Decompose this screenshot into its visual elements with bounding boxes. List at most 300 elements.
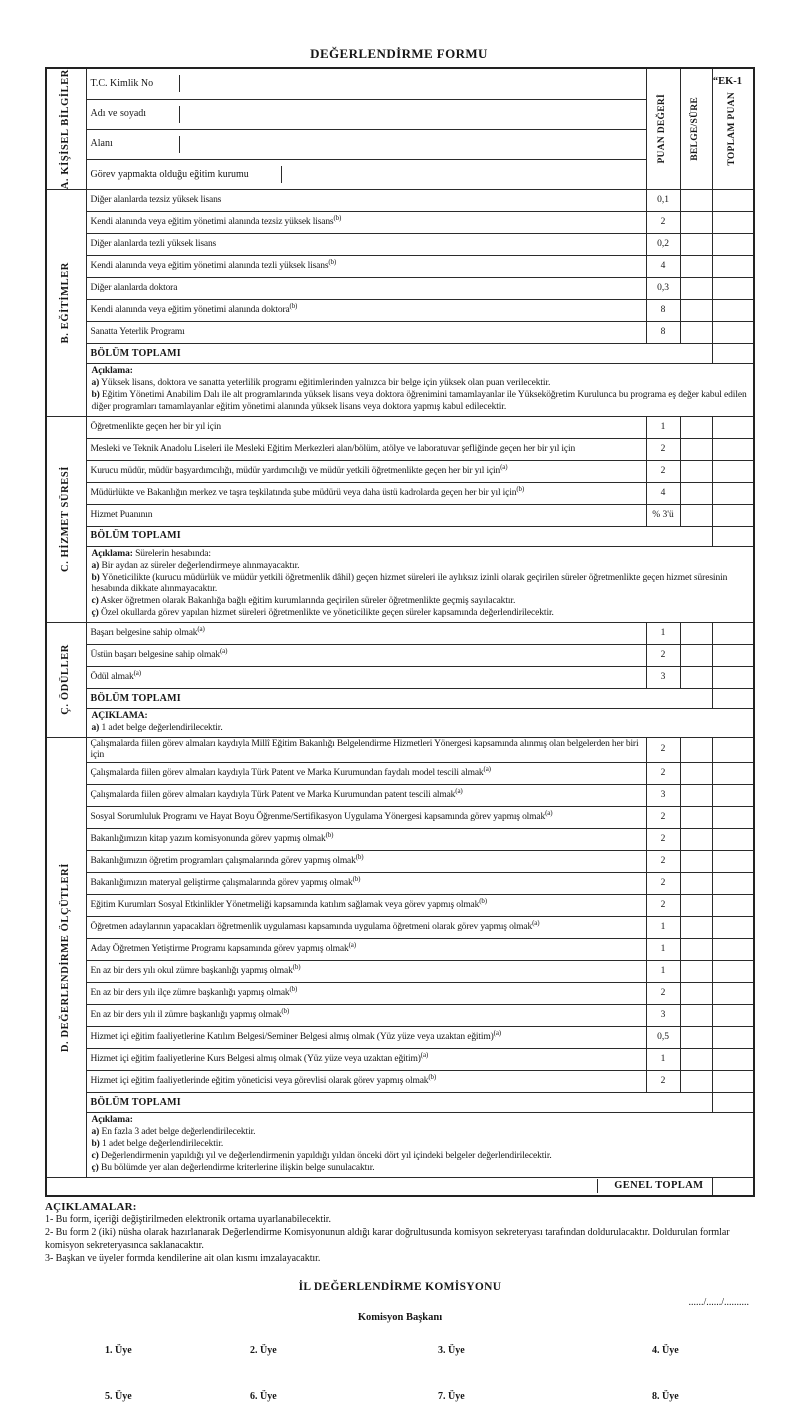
genel-toplam-label: GENEL TOPLAM <box>597 1179 711 1193</box>
bolum-toplami-label: BÖLÜM TOPLAMI <box>86 344 712 364</box>
toplam-puan-cell-empty <box>712 438 754 460</box>
footnote-marker: (a) <box>455 786 463 795</box>
footnote-marker: (b) <box>355 852 364 861</box>
criteria-row <box>46 917 754 939</box>
aciklama-line-text: En fazla 3 adet belge değerlendirilecektir. <box>101 1127 256 1138</box>
puan-degeri-cell: 1 <box>646 416 680 438</box>
criteria-row <box>46 234 754 256</box>
aciklama-line-text: Değerlendirmenin yapıldığı yıl ve değerlendirmenin yapıldığı yıldan önceki dört yıl içindeki belgeler değerlendirilecektir. <box>100 1150 552 1161</box>
belge-sure-cell-empty <box>680 1049 712 1071</box>
belge-sure-cell-empty <box>680 322 712 344</box>
criterion-text <box>86 983 646 1005</box>
criterion-text-span: Hizmet içi eğitim faaliyetlerine Katılım Belgesi/Seminer Belgesi almış olmak (Yüz yüze veya uzaktan eğitim) <box>90 1032 494 1043</box>
criterion-text <box>86 460 646 482</box>
footnote-marker: (b) <box>289 301 298 310</box>
toplam-puan-cell-empty <box>712 460 754 482</box>
aciklama-line-text: Yöneticilikte (kurucu müdürlük ve müdür yetkili öğretmenlik dâhil) geçen hizmet süreleri ile aylıksız izinli olarak geçirilen süreler öğretmenlikte geçen hizmet süresinin hesabında dikkate alınmayacaktır. <box>91 572 728 595</box>
aciklama-line <box>92 561 749 573</box>
criterion-text-span: Bakanlığımızın öğretim programları çalışmalarında görev yapmış olmak <box>90 856 356 867</box>
belge-sure-cell-empty <box>680 1005 712 1027</box>
criterion-text <box>86 234 646 256</box>
section-label-a-text: A. KİŞİSEL BİLGİLER <box>60 69 72 190</box>
aciklama-line-prefix: a) <box>91 722 100 733</box>
section-label <box>46 416 86 622</box>
toplam-puan-cell-empty <box>712 1071 754 1093</box>
aciklama-title-rest: Sürelerin hesabında: <box>135 548 211 559</box>
toplam-puan-cell-empty <box>712 190 754 212</box>
attachment-number-note: “EK-1 <box>712 76 742 87</box>
puan-degeri-cell: 2 <box>646 851 680 873</box>
criterion-text-span: Diğer alanlarda tezsiz yüksek lisans <box>90 195 222 206</box>
aciklama-heading <box>92 549 749 561</box>
criterion-text <box>86 482 646 504</box>
toplam-puan-cell-empty <box>712 256 754 278</box>
criteria-row <box>46 416 754 438</box>
aciklama-row <box>46 364 754 417</box>
criterion-text <box>86 190 646 212</box>
belge-sure-cell-empty <box>680 939 712 961</box>
criterion-text <box>86 829 646 851</box>
genel-toplam-row <box>46 1177 754 1196</box>
field-label: T.C. Kimlik No <box>87 75 180 92</box>
aciklama-title: Açıklama: <box>91 548 133 559</box>
member-label: 8. Üye <box>652 1390 679 1402</box>
footnote-marker: (a) <box>500 462 508 471</box>
belge-sure-cell-empty <box>680 895 712 917</box>
criterion-text-span: En az bir ders yılı il zümre başkanlığı yapmış olmak <box>90 1010 282 1021</box>
criteria-row <box>46 873 754 895</box>
belge-sure-cell-empty <box>680 763 712 785</box>
criterion-text-span: Kendi alanında veya eğitim yönetimi alanında tezsiz yüksek lisans <box>90 217 334 228</box>
toplam-puan-cell-empty <box>712 322 754 344</box>
criteria-row <box>46 1071 754 1093</box>
puan-degeri-cell: 2 <box>646 895 680 917</box>
toplam-puan-cell-empty <box>712 623 754 645</box>
aciklamalar-item-3: 3- Başkan ve üyeler formda kendilerine ait olan kısmı imzalayacaktır. <box>45 1252 321 1264</box>
footnote-marker: (b) <box>289 984 298 993</box>
column-header-belge-sure-text: BELGE/SÜRE <box>690 97 701 161</box>
puan-degeri-cell: 0,1 <box>646 190 680 212</box>
footnote-marker: (b) <box>328 257 337 266</box>
toplam-puan-cell-empty <box>712 278 754 300</box>
criterion-text-span: En az bir ders yılı ilçe zümre başkanlığı yapmış olmak <box>90 988 290 999</box>
puan-degeri-cell: 1 <box>646 917 680 939</box>
aciklama-line <box>92 378 749 390</box>
criteria-row <box>46 961 754 983</box>
aciklamalar-title: AÇIKLAMALAR: <box>45 1200 137 1213</box>
footnote-marker: (a) <box>420 1050 429 1059</box>
bolum-toplami-row <box>46 1093 754 1113</box>
criteria-row <box>46 256 754 278</box>
criterion-text-span: Çalışmalarda fiilen görev almaları kaydıyla Türk Patent ve Marka Kurumundan patent tescili almak <box>90 790 456 801</box>
criterion-text <box>86 322 646 344</box>
criterion-text-span: En az bir ders yılı okul zümre başkanlığı yapmış olmak <box>90 966 293 977</box>
column-header-puan-degeri <box>646 68 680 190</box>
aciklama-row <box>46 1113 754 1177</box>
aciklama-line-prefix: ç) <box>91 1162 99 1173</box>
aciklama-line-text: Asker öğretmen olarak Bakanlığa bağlı eğitim kurumlarında geçirilen süreler öğretmenlikte geçmiş sayılacaktır. <box>100 596 516 607</box>
aciklamalar-item-1: 1- Bu form, içeriği değiştirilmeden elektronik ortama uyarlanabilecektir. <box>45 1213 331 1225</box>
criterion-text <box>86 212 646 234</box>
criterion-text-span: Çalışmalarda fiilen görev almaları kaydıyla Türk Patent ve Marka Kurumundan faydalı model tescili almak <box>90 768 484 779</box>
puan-degeri-cell: 2 <box>646 645 680 667</box>
criteria-row <box>46 460 754 482</box>
member-label: 5. Üye <box>105 1390 132 1402</box>
puan-degeri-cell: 3 <box>646 667 680 689</box>
puan-degeri-cell: 1 <box>646 961 680 983</box>
aciklama-line-prefix: a) <box>91 1127 100 1138</box>
criteria-row <box>46 190 754 212</box>
criterion-text-span: Başarı belgesine sahip olmak <box>90 627 198 638</box>
toplam-puan-cell-empty <box>712 829 754 851</box>
criteria-row <box>46 278 754 300</box>
toplam-puan-cell-empty <box>712 895 754 917</box>
criterion-text-span: Sosyal Sorumluluk Programı ve Hayat Boyu Öğrenme/Sertifikasyon Uygulama Yönergesi kapsamında görev yapmış olmak <box>90 812 546 823</box>
criterion-text <box>86 737 646 762</box>
criterion-text <box>86 504 646 526</box>
criteria-row <box>46 645 754 667</box>
puan-degeri-cell: 4 <box>646 256 680 278</box>
puan-degeri-cell: 2 <box>646 737 680 762</box>
criterion-text <box>86 939 646 961</box>
bolum-toplami-value-empty <box>712 526 754 546</box>
belge-sure-cell-empty <box>680 504 712 526</box>
aciklama-heading <box>92 1115 749 1127</box>
aciklama-line-text: 1 adet belge değerlendirilecektir. <box>102 1138 224 1149</box>
toplam-puan-cell-empty <box>712 416 754 438</box>
field-label: Adı ve soyadı <box>87 106 180 123</box>
aciklama-line-text: 1 adet belge değerlendirilecektir. <box>101 722 223 733</box>
toplam-puan-cell-empty <box>712 983 754 1005</box>
personal-info-cell <box>86 129 646 159</box>
criterion-text-span: Ödül almak <box>90 671 134 682</box>
aciklama-line-text: Yüksek lisans, doktora ve sanatta yeterlilik programı eğitimlerinden yalnızca bir belge için yüksek olan puan verilecektir. <box>101 378 551 389</box>
bolum-toplami-label: BÖLÜM TOPLAMI <box>86 689 712 709</box>
member-label: 2. Üye <box>250 1344 277 1356</box>
criterion-text-span: Hizmet içi eğitim faaliyetlerinde eğitim yöneticisi veya görevlisi olarak görev yapmış olmak <box>90 1076 429 1087</box>
criteria-row <box>46 1049 754 1071</box>
puan-degeri-cell: 2 <box>646 873 680 895</box>
footnote-marker: (b) <box>428 1072 437 1081</box>
criterion-text-span: Çalışmalarda fiilen görev almaları kaydıyla Millî Eğitim Bakanlığı Belgelendirme Hizmetleri Yönergesi kapsamında alınmış olan belgelerden her biri için <box>90 738 639 760</box>
footnote-marker: (b) <box>516 484 525 493</box>
criterion-text <box>86 895 646 917</box>
belge-sure-cell-empty <box>680 851 712 873</box>
toplam-puan-cell-empty <box>712 300 754 322</box>
criterion-text <box>86 416 646 438</box>
toplam-puan-cell-empty <box>712 1049 754 1071</box>
section-label-text: C. HİZMET SÜRESİ <box>60 466 72 573</box>
criterion-text-span: Öğretmen adaylarının yapacakları öğretmenlik uygulaması kapsamında uygulama öğretmeni olarak görev yapmış olmak <box>90 922 533 933</box>
aciklama-heading <box>92 711 749 723</box>
footnote-marker: (a) <box>532 918 540 927</box>
date-placeholder: ....../....../.......... <box>688 1296 749 1308</box>
aciklama-line-text: Eğitim Yönetimi Anabilim Dalı ile alt programlarında yüksek lisans veya doktora öğrenimini tamamlayanlar ile Yükseköğretim Kurulunca bu programa eş değer kabul edilen diğer programları tamamlayanlar eğitim yönetimi alanında yüksek lisans veya doktora yapmış kabul edilecektir. <box>91 390 747 412</box>
criterion-text <box>86 256 646 278</box>
bolum-toplami-value-empty <box>712 344 754 364</box>
aciklama-line <box>92 1139 749 1151</box>
aciklama-line <box>92 1163 749 1175</box>
member-label: 3. Üye <box>438 1344 465 1356</box>
criterion-text <box>86 1005 646 1027</box>
bolum-toplami-label: BÖLÜM TOPLAMI <box>86 526 712 546</box>
belge-sure-cell-empty <box>680 645 712 667</box>
commission-chair-label: Komisyon Başkanı <box>357 1311 443 1323</box>
criterion-text <box>86 917 646 939</box>
puan-degeri-cell: 0,3 <box>646 278 680 300</box>
footnote-marker: (b) <box>333 213 342 222</box>
belge-sure-cell-empty <box>680 234 712 256</box>
footnote-marker: (b) <box>479 896 487 905</box>
criteria-row <box>46 300 754 322</box>
member-label: 6. Üye <box>250 1390 277 1402</box>
personal-info-row <box>46 68 754 99</box>
belge-sure-cell-empty <box>680 190 712 212</box>
puan-degeri-cell: 1 <box>646 623 680 645</box>
toplam-puan-cell-empty <box>712 645 754 667</box>
aciklama-line-prefix: b) <box>91 572 100 583</box>
commission-title: İL DEĞERLENDİRME KOMİSYONU <box>298 1280 502 1293</box>
belge-sure-cell-empty <box>680 667 712 689</box>
section-label-text: Ç. ÖDÜLLER <box>60 644 72 716</box>
aciklama-title: Açıklama: <box>91 366 133 377</box>
aciklama-row <box>46 546 754 622</box>
member-label: 1. Üye <box>105 1344 132 1356</box>
aciklama-heading <box>92 366 749 378</box>
criterion-text <box>86 667 646 689</box>
criterion-text-span: Mesleki ve Teknik Anadolu Liseleri ile Mesleki Eğitim Merkezleri alan/bölüm, atölye ve laboratuvar şefliğinde geçen her bir yıl için <box>90 443 576 454</box>
section-label <box>46 190 86 417</box>
column-header-puan-degeri-text: PUAN DEĞERİ <box>657 94 668 164</box>
bolum-toplami-value-empty <box>712 689 754 709</box>
belge-sure-cell-empty <box>680 785 712 807</box>
criterion-text <box>86 645 646 667</box>
criterion-text-span: Eğitim Kurumları Sosyal Etkinlikler Yönetmeliği kapsamında katılım sağlamak veya görev yapmış olmak <box>90 900 480 911</box>
aciklama-line <box>92 723 749 735</box>
criterion-text-span: Kendi alanında veya eğitim yönetimi alanında tezli yüksek lisans <box>90 261 329 272</box>
toplam-puan-cell-empty <box>712 851 754 873</box>
criterion-text <box>86 763 646 785</box>
criteria-row <box>46 322 754 344</box>
genel-toplam-cell <box>46 1177 712 1196</box>
personal-info-cell <box>86 68 646 99</box>
toplam-puan-cell-empty <box>712 1027 754 1049</box>
criterion-text <box>86 851 646 873</box>
criterion-text <box>86 300 646 322</box>
puan-degeri-cell: 2 <box>646 807 680 829</box>
evaluation-form-table <box>45 67 755 1197</box>
criterion-text <box>86 1071 646 1093</box>
criterion-text <box>86 278 646 300</box>
belge-sure-cell-empty <box>680 1027 712 1049</box>
field-label: Alanı <box>87 136 180 153</box>
genel-toplam-value-empty <box>712 1177 754 1196</box>
section-label <box>46 623 86 738</box>
aciklama-line-prefix: c) <box>91 596 99 607</box>
criterion-text-span: Diğer alanlarda tezli yüksek lisans <box>90 239 217 250</box>
member-label: 4. Üye <box>652 1344 679 1356</box>
criteria-row <box>46 763 754 785</box>
puan-degeri-cell: 2 <box>646 1071 680 1093</box>
footnote-marker: (a) <box>493 1028 501 1037</box>
criterion-text-span: Hizmet Puanının <box>90 509 153 520</box>
aciklama-line-prefix: c) <box>91 1150 99 1161</box>
footnote-marker: (a) <box>219 646 228 655</box>
aciklama-line <box>92 596 749 608</box>
form-footer <box>45 1201 755 1405</box>
criterion-text <box>86 1049 646 1071</box>
belge-sure-cell-empty <box>680 278 712 300</box>
footnote-marker: (b) <box>325 830 334 839</box>
footnote-marker: (a) <box>133 668 141 677</box>
criterion-text-span: Müdürlükte ve Bakanlığın merkez ve taşra teşkilatında şube müdürü veya daha üstü kadrolarda geçen her bir yıl için <box>90 487 517 498</box>
belge-sure-cell-empty <box>680 416 712 438</box>
criterion-text-span: Üstün başarı belgesine sahip olmak <box>90 649 220 660</box>
criterion-text-span: Kendi alanında veya eğitim yönetimi alanında doktora <box>90 305 290 316</box>
aciklamalar-item-2: 2- Bu form 2 (iki) nüsha olarak hazırlanarak Değerlendirme Komisyonunun aldığı karar doğrultusunda komisyon sekreteryası tarafından doldurulacaktır. Doldurulan formlar komisyon sekreteryasınca saklanacaktır. <box>45 1226 730 1251</box>
puan-degeri-cell: % 3'ü <box>646 504 680 526</box>
field-label: Görev yapmakta olduğu eğitim kurumu <box>87 166 282 183</box>
puan-degeri-cell: 2 <box>646 829 680 851</box>
puan-degeri-cell: 8 <box>646 322 680 344</box>
aciklama-line-prefix: ç) <box>91 608 99 619</box>
criterion-text-span: Sanatta Yeterlik Programı <box>90 327 185 338</box>
puan-degeri-cell: 3 <box>646 785 680 807</box>
criteria-row <box>46 785 754 807</box>
toplam-puan-cell-empty <box>712 763 754 785</box>
belge-sure-cell-empty <box>680 807 712 829</box>
belge-sure-cell-empty <box>680 829 712 851</box>
criteria-row <box>46 1027 754 1049</box>
aciklama-line-text: Bu bölümde yer alan değerlendirme kriterlerine ilişkin belge sunulacaktır. <box>100 1162 375 1173</box>
criterion-text <box>86 1027 646 1049</box>
aciklama-line <box>92 390 749 414</box>
criteria-row <box>46 851 754 873</box>
footnote-marker: (b) <box>281 1006 290 1015</box>
criterion-text-span: Bakanlığımızın kitap yazım komisyonunda görev yapmış olmak <box>90 834 326 845</box>
criteria-row <box>46 807 754 829</box>
aciklama-title: AÇIKLAMA: <box>91 711 148 721</box>
toplam-puan-cell-empty <box>712 961 754 983</box>
criteria-row <box>46 504 754 526</box>
criteria-row <box>46 667 754 689</box>
aciklama-cell <box>86 364 754 417</box>
member-label: 7. Üye <box>438 1390 465 1402</box>
toplam-puan-cell-empty <box>712 482 754 504</box>
criterion-text-span: Kurucu müdür, müdür başyardımcılığı, müdür yardımcılığı ve müdür yetkili öğretmenlikte geçen her bir yıl için <box>90 465 501 476</box>
criterion-text-span: Aday Öğretmen Yetiştirme Programı kapsamında görev yapmış olmak <box>90 944 349 955</box>
criterion-text <box>86 873 646 895</box>
criterion-text <box>86 438 646 460</box>
criteria-row <box>46 482 754 504</box>
puan-degeri-cell: 0,5 <box>646 1027 680 1049</box>
footnote-marker: (b) <box>352 874 361 883</box>
puan-degeri-cell: 1 <box>646 1049 680 1071</box>
toplam-puan-cell-empty <box>712 737 754 762</box>
toplam-puan-cell-empty <box>712 504 754 526</box>
belge-sure-cell-empty <box>680 482 712 504</box>
footnote-marker: (a) <box>483 764 491 773</box>
toplam-puan-cell-empty <box>712 212 754 234</box>
toplam-puan-cell-empty <box>712 785 754 807</box>
puan-degeri-cell: 1 <box>646 939 680 961</box>
personal-info-cell <box>86 160 646 190</box>
aciklama-cell <box>86 709 754 738</box>
toplam-puan-cell-empty <box>712 1005 754 1027</box>
aciklama-line-text: Bir aydan az süreler değerlendirmeye alınmayacaktır. <box>101 560 300 571</box>
aciklama-cell <box>86 1113 754 1177</box>
bolum-toplami-row <box>46 689 754 709</box>
belge-sure-cell-empty <box>680 212 712 234</box>
belge-sure-cell-empty <box>680 873 712 895</box>
footnote-marker: (b) <box>292 962 301 971</box>
section-label-a <box>46 68 86 190</box>
criterion-text <box>86 785 646 807</box>
column-header-toplam-puan-text: TOPLAM PUAN <box>727 92 738 166</box>
toplam-puan-cell-empty <box>712 234 754 256</box>
footnote-marker: (a) <box>197 624 205 633</box>
criterion-text-span: Hizmet içi eğitim faaliyetlerine Kurs Belgesi almış olmak (Yüz yüze veya uzaktan eğitim) <box>90 1054 421 1065</box>
scanned-evaluation-form-page <box>0 46 798 1402</box>
page-title: DEĞERLENDİRME FORMU <box>310 46 488 61</box>
aciklama-line-prefix: b) <box>91 390 100 400</box>
toplam-puan-cell-empty <box>712 873 754 895</box>
criteria-row <box>46 829 754 851</box>
belge-sure-cell-empty <box>680 983 712 1005</box>
aciklama-line-text: Özel okullarda görev yapılan hizmet süreleri öğretmenlikte ve yöneticilikte geçen süreler kapsamında değerlendirilecektir. <box>100 608 554 619</box>
bolum-toplami-label: BÖLÜM TOPLAMI <box>86 1093 712 1113</box>
belge-sure-cell-empty <box>680 438 712 460</box>
bolum-toplami-row <box>46 344 754 364</box>
puan-degeri-cell: 4 <box>646 482 680 504</box>
belge-sure-cell-empty <box>680 1071 712 1093</box>
belge-sure-cell-empty <box>680 961 712 983</box>
puan-degeri-cell: 3 <box>646 1005 680 1027</box>
criteria-row <box>46 212 754 234</box>
criterion-text-span: Öğretmenlikte geçen her bir yıl için <box>90 421 221 432</box>
criteria-row <box>46 1005 754 1027</box>
criterion-text <box>86 961 646 983</box>
aciklama-line <box>92 608 749 620</box>
bolum-toplami-value-empty <box>712 1093 754 1113</box>
toplam-puan-cell-empty <box>712 807 754 829</box>
column-header-belge-sure <box>680 68 712 190</box>
belge-sure-cell-empty <box>680 460 712 482</box>
belge-sure-cell-empty <box>680 300 712 322</box>
members-signature-row-2 <box>45 1391 755 1405</box>
aciklama-title: Açıklama: <box>91 1115 133 1126</box>
footnote-marker: (a) <box>348 940 356 949</box>
belge-sure-cell-empty <box>680 737 712 762</box>
bolum-toplami-row <box>46 526 754 546</box>
footnote-marker: (a) <box>545 808 553 817</box>
criterion-text <box>86 807 646 829</box>
aciklama-line <box>92 1151 749 1163</box>
section-label-text: D. DEĞERLENDİRME ÖLÇÜTLERİ <box>60 862 72 1052</box>
aciklama-row <box>46 709 754 738</box>
section-label-text: B. EĞİTİMLER <box>60 262 72 344</box>
criterion-text-span: Diğer alanlarda doktora <box>90 283 178 294</box>
aciklama-line-prefix: b) <box>91 1138 100 1149</box>
toplam-puan-cell-empty <box>712 917 754 939</box>
puan-degeri-cell: 8 <box>646 300 680 322</box>
puan-degeri-cell: 2 <box>646 212 680 234</box>
puan-degeri-cell: 0,2 <box>646 234 680 256</box>
criteria-row <box>46 737 754 762</box>
aciklama-line-prefix: a) <box>91 560 100 571</box>
section-label <box>46 737 86 1177</box>
criterion-text <box>86 623 646 645</box>
